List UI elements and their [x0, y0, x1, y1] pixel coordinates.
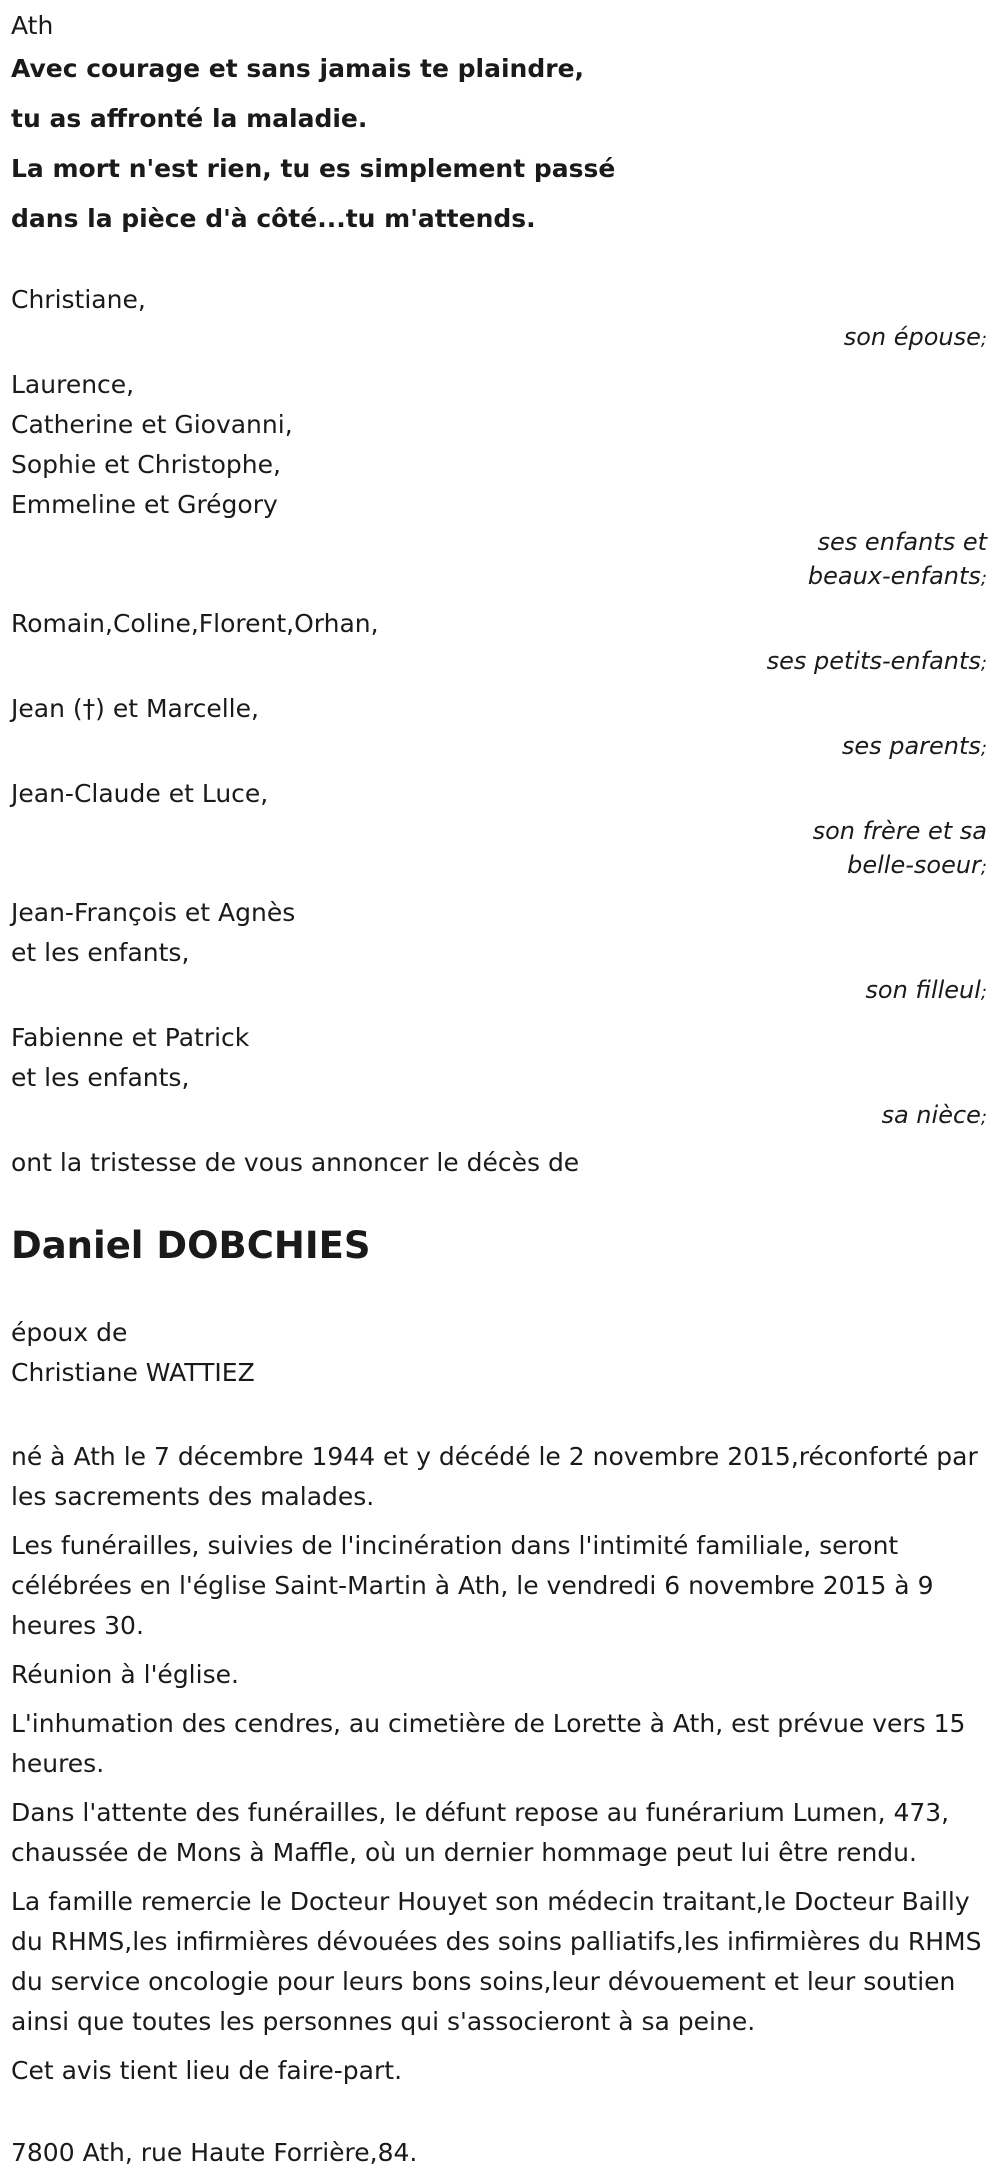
relation-line: sa nièce; — [881, 1101, 987, 1129]
relation-line: beaux-enfants; — [807, 562, 987, 590]
family-names — [11, 365, 991, 525]
spouse-of — [11, 1313, 991, 1393]
family-name-line: Jean-François et Agnès — [11, 898, 296, 927]
spouse-of-line: Christiane WATTIEZ — [11, 1358, 255, 1387]
family-relation — [11, 814, 987, 885]
family-group-godson — [11, 893, 991, 1010]
family-group-parents — [11, 689, 991, 766]
birth-death-paragraph: né à Ath le 7 décembre 1944 et y décédé le 2 novembre 2015,réconforté par les sacrements des malades. — [11, 1442, 978, 1511]
notice-paragraph: Cet avis tient lieu de faire-part. — [11, 2056, 403, 2085]
family-list — [11, 280, 991, 1135]
family-name-line: Laurence, — [11, 370, 135, 399]
poem-line: La mort n'est rien, tu es simplement passé — [11, 154, 616, 183]
family-names — [11, 893, 991, 973]
family-name-line: et les enfants, — [11, 1063, 190, 1092]
relation-line: belle-soeur; — [847, 851, 987, 879]
poem-line: tu as affronté la maladie. — [11, 104, 368, 133]
city-label: Ath — [11, 11, 54, 40]
family-name-line: Emmeline et Grégory — [11, 490, 278, 519]
family-name-line: Catherine et Giovanni, — [11, 410, 293, 439]
family-relation — [11, 973, 987, 1010]
relation-line: ses parents; — [841, 732, 987, 760]
family-name-line: Sophie et Christophe, — [11, 450, 281, 479]
poem-line: Avec courage et sans jamais te plaindre, — [11, 54, 585, 83]
family-group-spouse — [11, 280, 991, 357]
family-name-line: Jean-Claude et Luce, — [11, 779, 269, 808]
family-names — [11, 689, 991, 729]
thanks-paragraph: La famille remercie le Docteur Houyet son médecin traitant,le Docteur Bailly du RHMS,les infirmières dévouées des soins palliatifs,les infirmières du RHMS du service oncologie pour leurs bons soins,leur dévouement et leur soutien ainsi que toutes les personnes qui s'associeront à sa peine. — [11, 1887, 982, 2036]
family-name-line: Fabienne et Patrick — [11, 1023, 250, 1052]
family-group-grandchildren — [11, 604, 991, 681]
spouse-of-line: époux de — [11, 1318, 128, 1347]
relation-line: son épouse; — [843, 323, 987, 351]
burial-paragraph: L'inhumation des cendres, au cimetière de Lorette à Ath, est prévue vers 15 heures. — [11, 1709, 966, 1778]
details — [11, 1437, 991, 2091]
family-names — [11, 604, 991, 644]
poem-line: dans la pièce d'à côté...tu m'attends. — [11, 204, 536, 233]
meeting-paragraph: Réunion à l'église. — [11, 1660, 239, 1689]
relation-line: ses enfants et — [817, 528, 987, 556]
family-name-line: Jean (†) et Marcelle, — [11, 694, 259, 723]
family-names — [11, 774, 991, 814]
family-name-line: Romain,Coline,Florent,Orhan, — [11, 609, 379, 638]
announcement-intro: ont la tristesse de vous annoncer le décès de — [11, 1148, 580, 1177]
family-relation — [11, 320, 987, 357]
deceased-name: Daniel DOBCHIES — [11, 1224, 371, 1267]
family-relation — [11, 644, 987, 681]
family-names — [11, 1018, 991, 1098]
obituary-content — [11, 10, 991, 2173]
poem — [11, 44, 991, 244]
family-relation — [11, 525, 987, 596]
funerarium-paragraph: Dans l'attente des funérailles, le défunt repose au funérarium Lumen, 473, chaussée de Mons à Maffle, où un dernier hommage peut lui être rendu. — [11, 1798, 950, 1867]
family-relation — [11, 729, 987, 766]
family-group-niece — [11, 1018, 991, 1135]
family-group-siblings — [11, 774, 991, 885]
family-group-children — [11, 365, 991, 596]
family-name-line: et les enfants, — [11, 938, 190, 967]
relation-line: ses petits-enfants; — [766, 647, 987, 675]
family-relation — [11, 1098, 987, 1135]
family-name-line: Christiane, — [11, 285, 146, 314]
relation-line: son filleul; — [865, 976, 987, 1004]
family-names — [11, 280, 991, 320]
funeral-paragraph: Les funérailles, suivies de l'incinération dans l'intimité familiale, seront célébrées en l'église Saint-Martin à Ath, le vendredi 6 novembre 2015 à 9 heures 30. — [11, 1531, 934, 1640]
address: 7800 Ath, rue Haute Forrière,84. — [11, 2138, 418, 2167]
relation-line: son frère et sa — [812, 817, 987, 845]
obituary-page — [0, 10, 1000, 2167]
